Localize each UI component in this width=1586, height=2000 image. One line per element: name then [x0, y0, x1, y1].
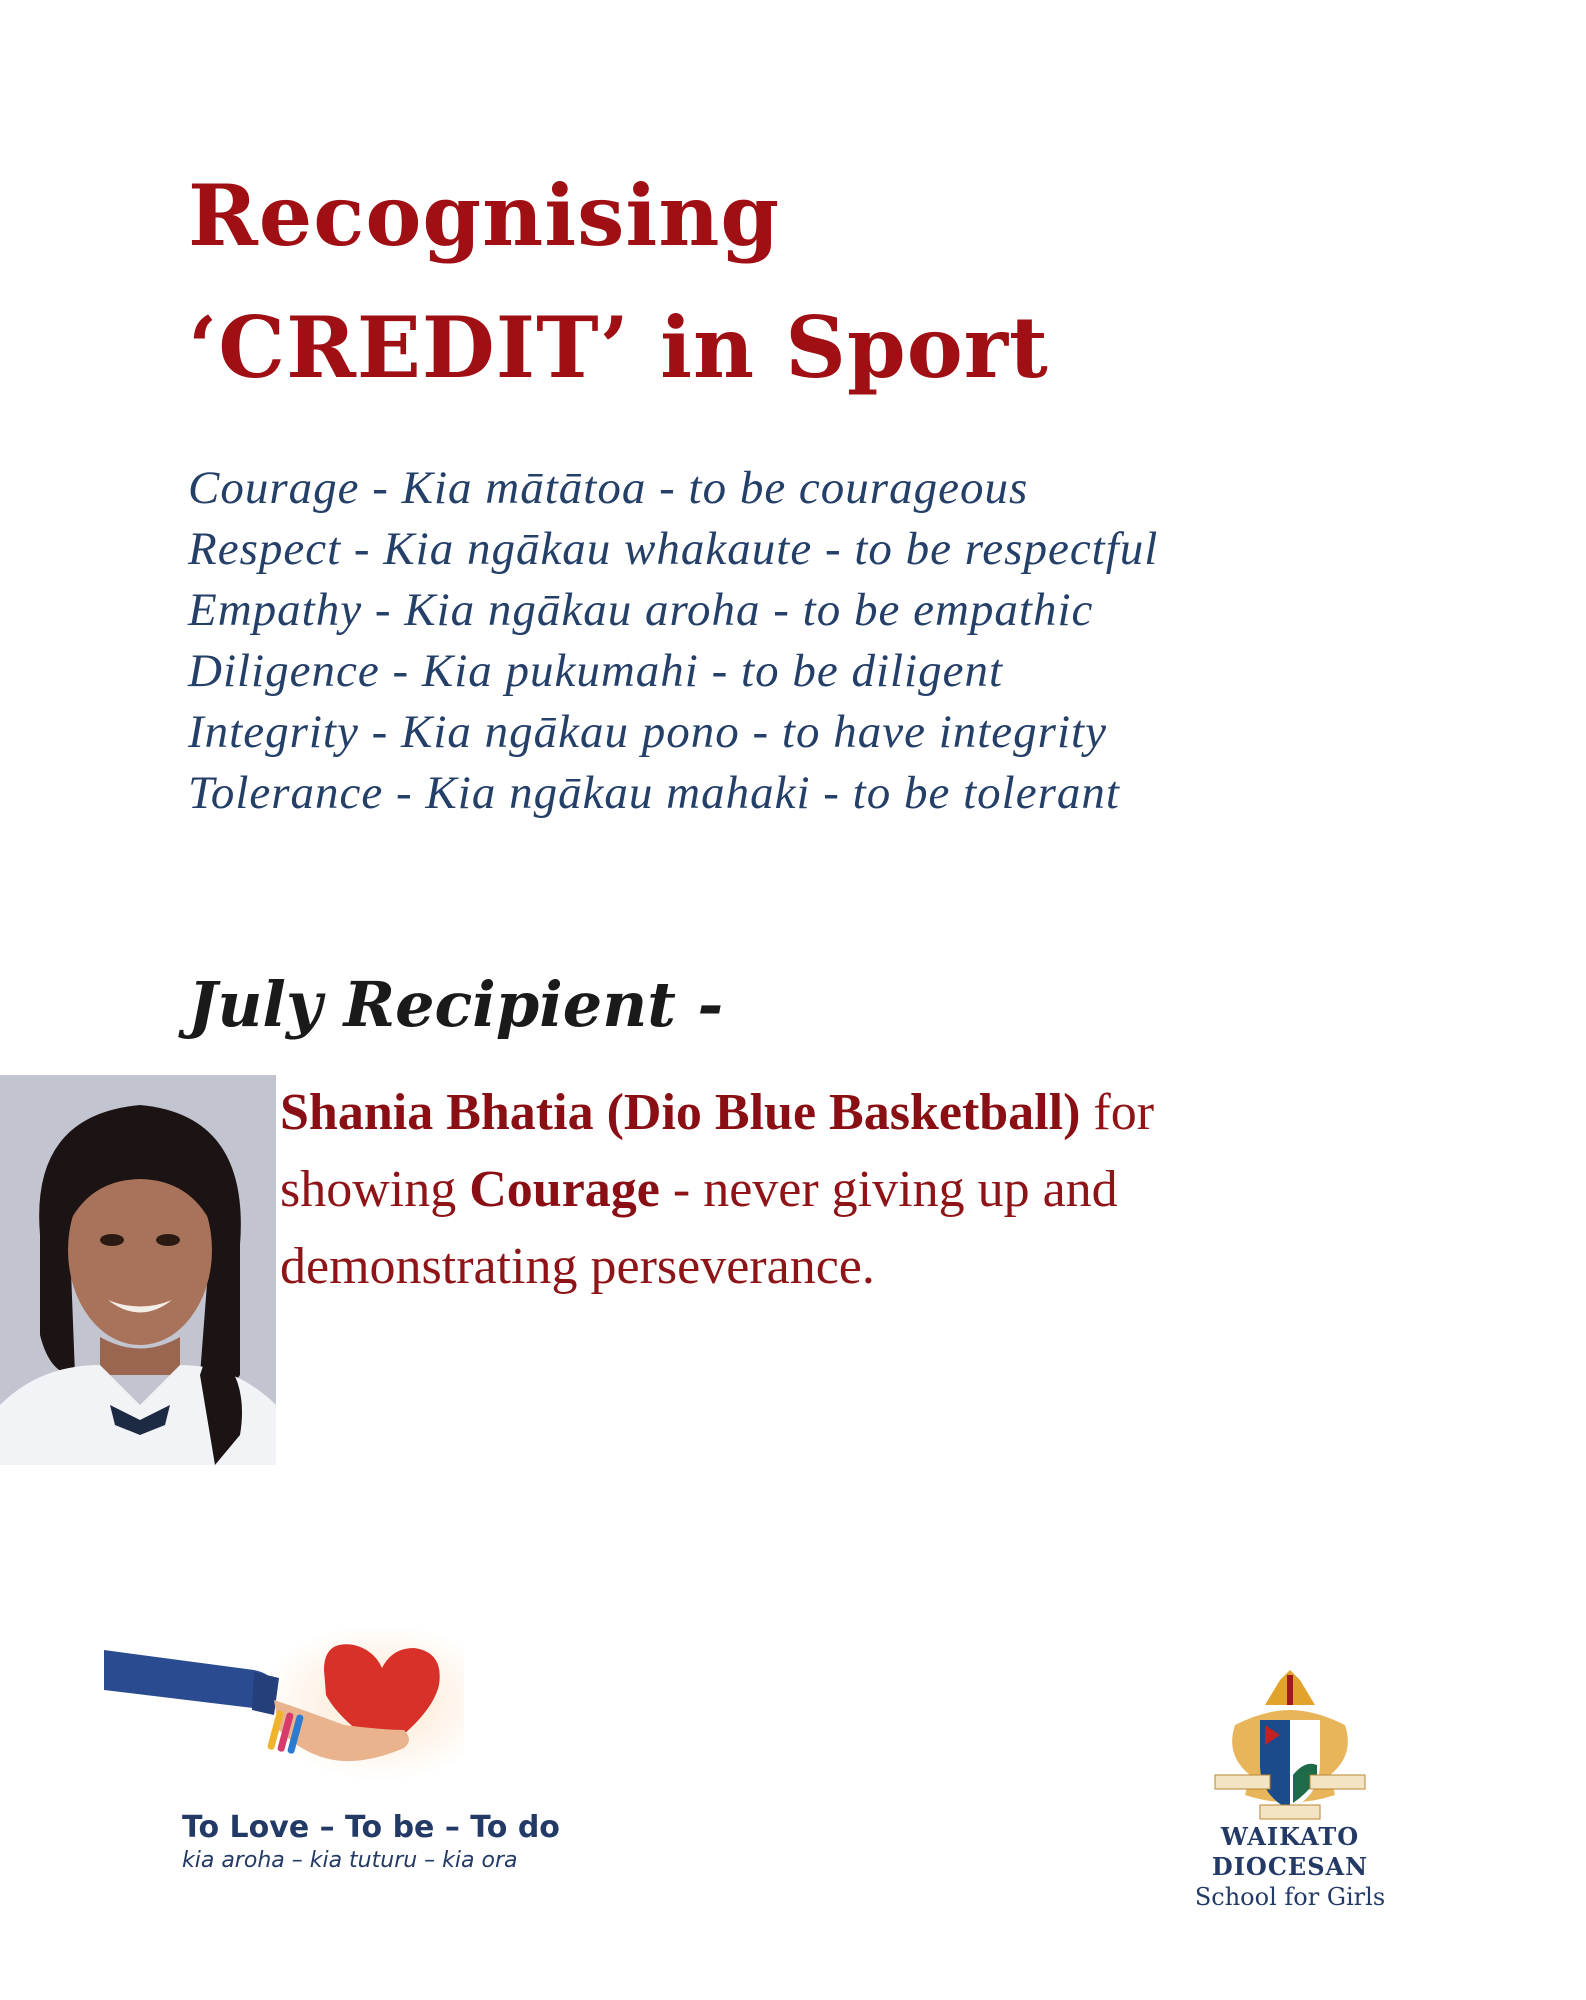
recipient-value: Courage	[469, 1161, 660, 1218]
value-empathy: Empathy - Kia ngākau aroha - to be empathic	[188, 584, 1094, 636]
value-tolerance: Tolerance - Kia ngākau mahaki - to be tolerant	[188, 767, 1120, 819]
school-motto	[182, 1810, 560, 1876]
value-diligence: Diligence - Kia pukumahi - to be diligent	[188, 645, 1004, 697]
title-line-2: ‘CREDIT’ in Sport	[188, 298, 1049, 397]
recipient-text-1: for showing	[280, 1084, 1155, 1218]
recipient-text-2: - never giving up and demonstrating perseverance.	[280, 1161, 1118, 1295]
title-line-1: Recognising	[188, 166, 781, 265]
school-name	[1140, 1822, 1440, 1912]
recipient-photo	[0, 1075, 276, 1465]
value-courage: Courage - Kia mātātoa - to be courageous	[188, 462, 1029, 514]
value-integrity: Integrity - Kia ngākau pono - to have integrity	[188, 706, 1107, 758]
school-name-line-2: School for Girls	[1194, 1883, 1386, 1911]
recipient-heading: July Recipient -	[188, 968, 724, 1041]
school-crest-icon	[1205, 1665, 1375, 1835]
heart-hand-logo	[104, 1630, 464, 1790]
motto-english: To Love – To be – To do	[182, 1810, 560, 1845]
value-respect: Respect - Kia ngākau whakaute - to be respectful	[188, 523, 1159, 575]
credit-values-list	[188, 458, 1158, 824]
page-title	[188, 150, 1049, 414]
motto-maori: kia aroha – kia tuturu – kia ora	[182, 1848, 518, 1873]
recipient-name: Shania Bhatia (Dio Blue Basketball)	[280, 1084, 1081, 1141]
school-name-line-1: WAIKATO DIOCESAN	[1211, 1822, 1369, 1881]
recipient-description	[280, 1074, 1300, 1305]
